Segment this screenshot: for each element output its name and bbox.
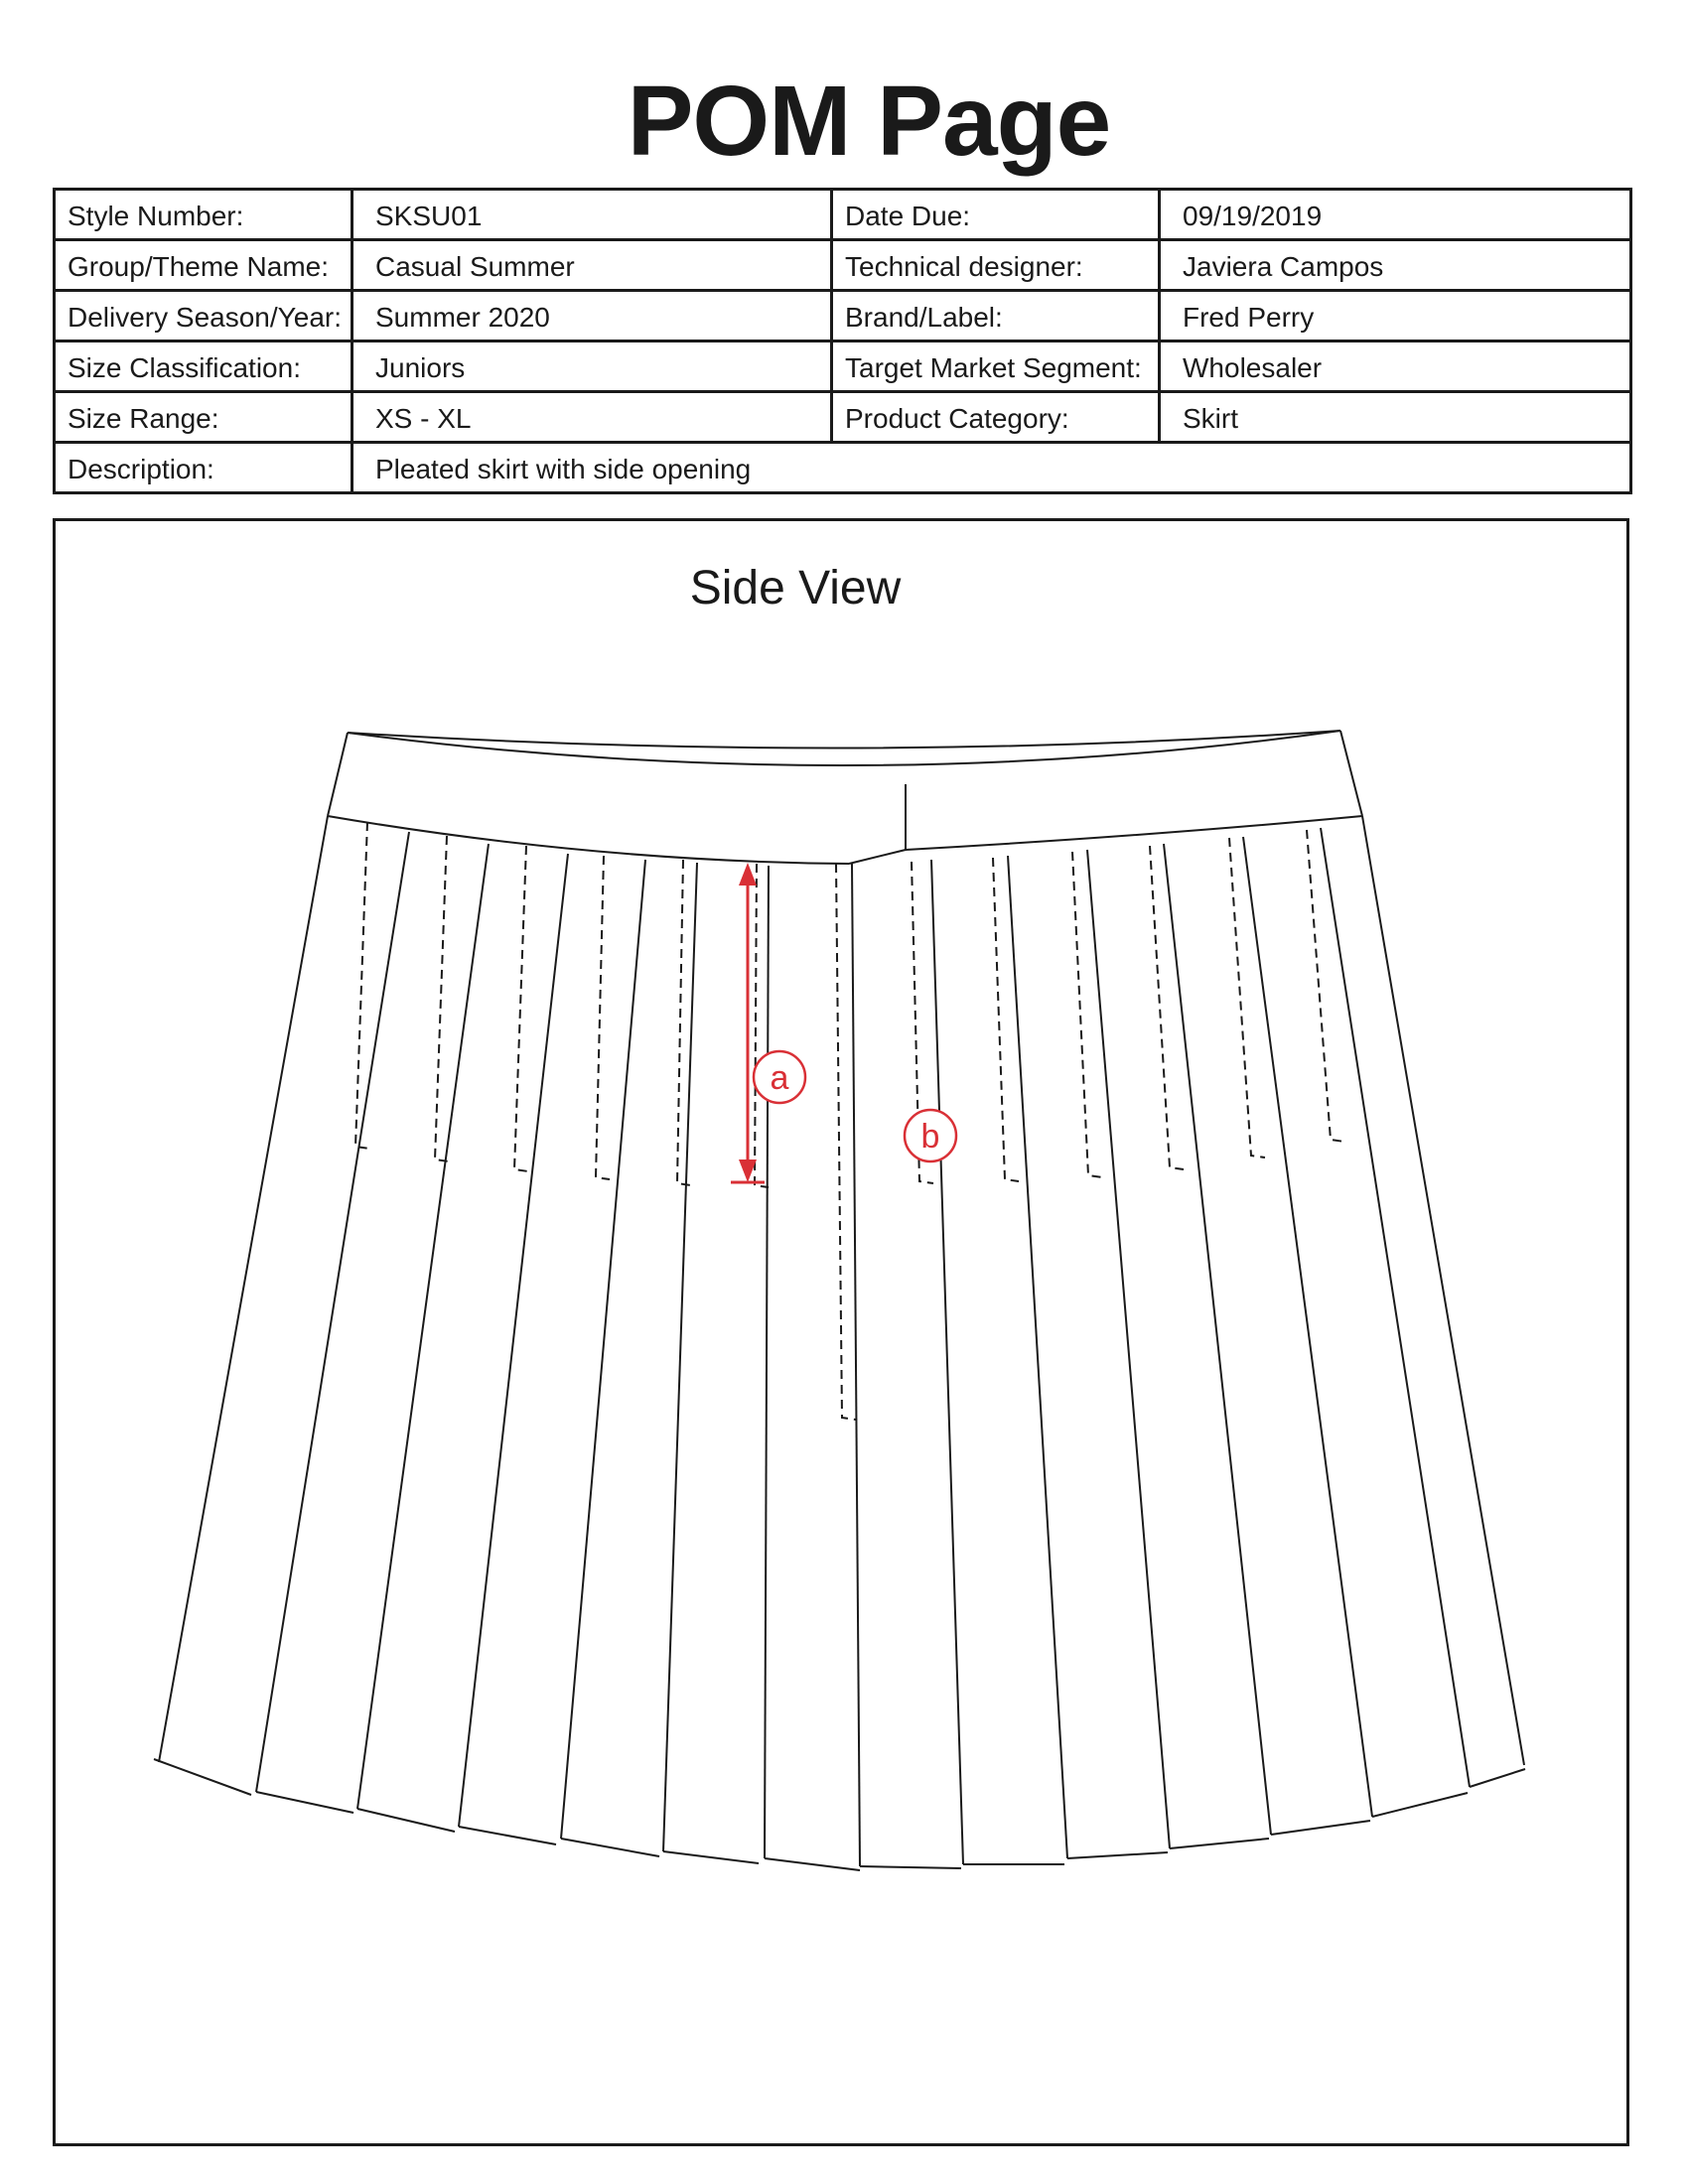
- waistband-left-edge: [328, 733, 348, 816]
- description-value: Pleated skirt with side opening: [352, 443, 1631, 493]
- hem-segment: [1372, 1793, 1468, 1817]
- pleat-fold-line: [459, 854, 568, 1827]
- style-number-value: SKSU01: [352, 190, 832, 240]
- waistband-right-edge: [1340, 731, 1362, 816]
- group-theme-value: Casual Summer: [352, 240, 832, 291]
- hem-segment: [256, 1792, 353, 1813]
- pleat-stitch: [435, 836, 449, 1161]
- pleat-fold-line: [1164, 844, 1271, 1835]
- hem-segment: [1170, 1839, 1269, 1848]
- target-market-value: Wholesaler: [1160, 341, 1631, 392]
- delivery-season-value: Summer 2020: [352, 291, 832, 341]
- date-due-label: Date Due:: [832, 190, 1160, 240]
- pleat-stitch: [1072, 852, 1102, 1177]
- waistband-top-edge: [348, 731, 1340, 749]
- pleat-fold-line: [357, 844, 489, 1809]
- pleat-fold-line: [1321, 828, 1470, 1787]
- pleat-fold-line: [765, 866, 769, 1858]
- style-number-label: Style Number:: [55, 190, 352, 240]
- pleat-stitch: [1307, 830, 1344, 1142]
- group-theme-label: Group/Theme Name:: [55, 240, 352, 291]
- hem-segment: [663, 1851, 759, 1863]
- hem-segment: [1271, 1821, 1370, 1835]
- pleat-fold-line: [159, 816, 328, 1762]
- pleat-stitch: [993, 858, 1019, 1181]
- marker-a-label: a: [770, 1059, 789, 1097]
- pleat-fold-line: [1243, 837, 1372, 1817]
- pleat-fold-line: [561, 860, 645, 1839]
- pleat-fold-line: [852, 864, 860, 1866]
- marker-b-label: b: [920, 1118, 940, 1156]
- waistband-bottom-right: [849, 816, 1362, 864]
- description-label: Description:: [55, 443, 352, 493]
- hem-segment: [860, 1866, 961, 1868]
- pleat-fold-line: [931, 860, 963, 1864]
- pleat-stitch-lines: [355, 822, 1344, 1420]
- product-category-value: Skirt: [1160, 392, 1631, 443]
- hem-segment: [357, 1809, 455, 1832]
- pleat-stitch: [677, 860, 691, 1185]
- hem-segment: [561, 1839, 659, 1856]
- measurement-a-top-arrow: [739, 863, 757, 886]
- hem-segment: [154, 1759, 251, 1795]
- pleat-stitch: [514, 846, 528, 1171]
- view-title: Side View: [689, 562, 902, 614]
- size-range-label: Size Range:: [55, 392, 352, 443]
- hem-segment: [459, 1827, 556, 1844]
- product-category-label: Product Category:: [832, 392, 1160, 443]
- pleat-fold-line: [256, 832, 409, 1792]
- pleat-stitch: [1229, 838, 1265, 1158]
- hem-segment: [765, 1858, 860, 1870]
- delivery-season-label: Delivery Season/Year:: [55, 291, 352, 341]
- measurement-b: [905, 1110, 956, 1161]
- hem-segment: [1067, 1852, 1168, 1858]
- skirt-outline: [154, 731, 1525, 1870]
- size-classification-value: Juniors: [352, 341, 832, 392]
- pleat-fold-line: [1008, 856, 1067, 1858]
- date-due-value: 09/19/2019: [1160, 190, 1631, 240]
- pleat-stitch: [596, 856, 610, 1179]
- page-title: POM Page: [627, 66, 1111, 177]
- size-classification-label: Size Classification:: [55, 341, 352, 392]
- technical-designer-label: Technical designer:: [832, 240, 1160, 291]
- brand-label-value: Fred Perry: [1160, 291, 1631, 341]
- target-market-label: Target Market Segment:: [832, 341, 1160, 392]
- pleat-stitch: [1150, 846, 1184, 1169]
- technical-designer-value: Javiera Campos: [1160, 240, 1631, 291]
- hem-segment: [1470, 1769, 1525, 1787]
- pleat-fold-line: [1087, 850, 1170, 1848]
- brand-label-label: Brand/Label:: [832, 291, 1160, 341]
- size-range-value: XS - XL: [352, 392, 832, 443]
